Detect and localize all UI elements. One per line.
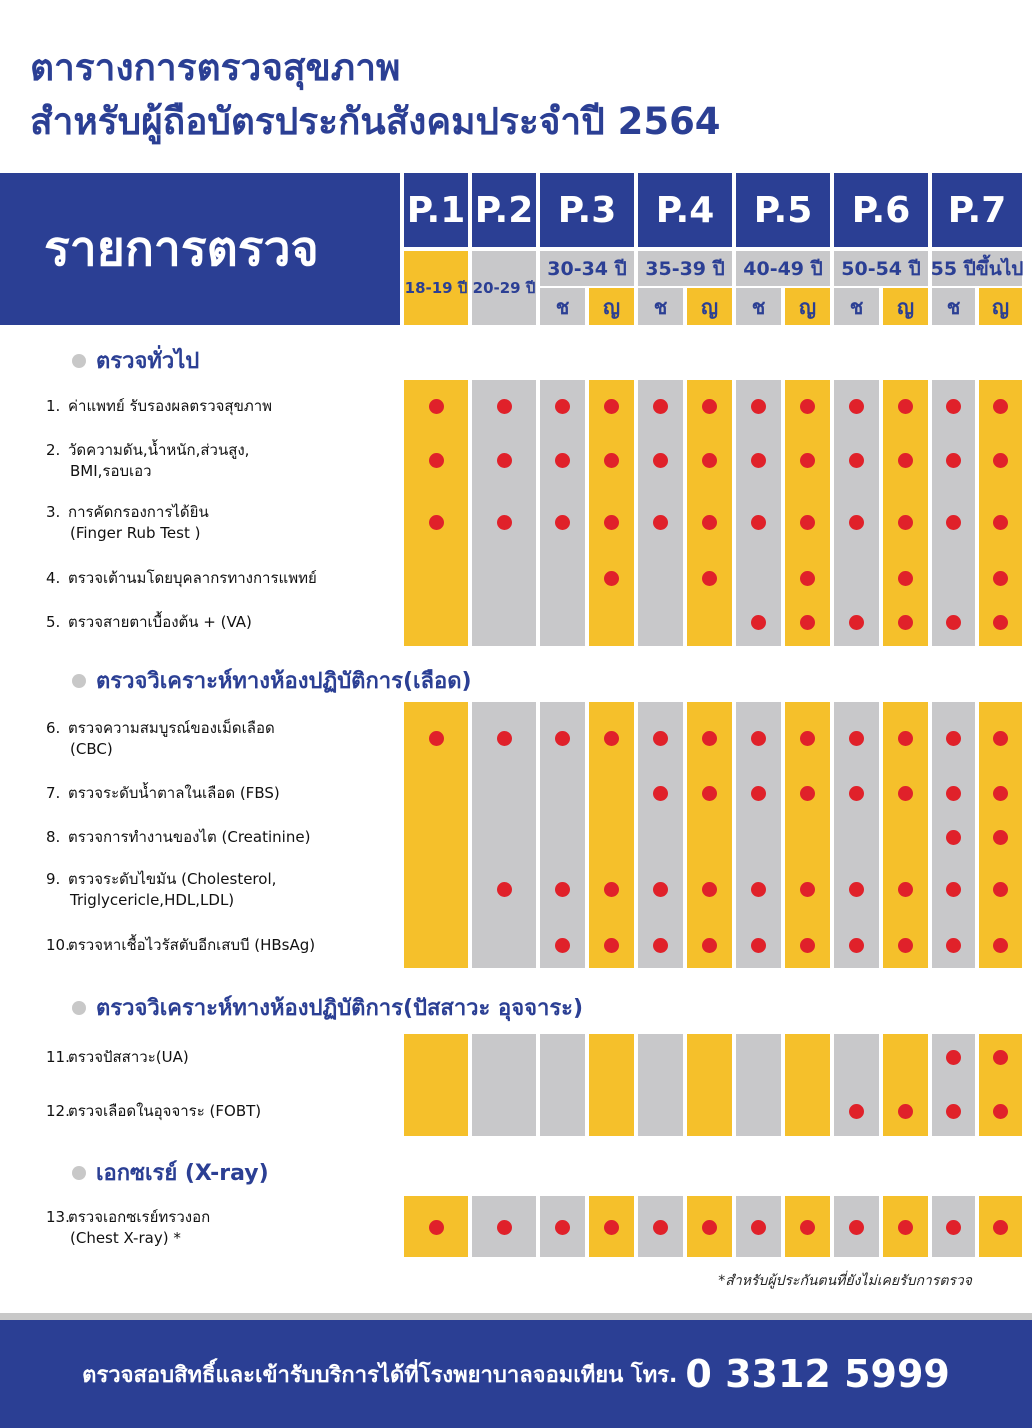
included-dot bbox=[993, 938, 1008, 953]
included-dot bbox=[497, 882, 512, 897]
included-dot bbox=[702, 515, 717, 530]
program-age: 50-54 ปี bbox=[834, 251, 928, 286]
included-dot bbox=[702, 731, 717, 746]
included-dot bbox=[702, 882, 717, 897]
item-text: Triglycericle,HDL,LDL) bbox=[70, 891, 235, 909]
included-dot bbox=[653, 453, 668, 468]
section-title-text: เอกซเรย์ (X-ray) bbox=[96, 1161, 269, 1186]
table-column-cell bbox=[979, 380, 1022, 646]
included-dot bbox=[946, 830, 961, 845]
table-column-cell bbox=[638, 1034, 683, 1136]
included-dot bbox=[946, 786, 961, 801]
included-dot bbox=[946, 515, 961, 530]
included-dot bbox=[604, 882, 619, 897]
included-dot bbox=[555, 731, 570, 746]
included-dot bbox=[946, 882, 961, 897]
item-text: ตรวจหาเชื้อไวรัสตับอีกเสบบี (HBsAg) bbox=[68, 936, 316, 954]
checkup-item bbox=[46, 612, 252, 633]
table-column-cell bbox=[736, 1034, 781, 1136]
included-dot bbox=[898, 571, 913, 586]
included-dot bbox=[555, 399, 570, 414]
item-number: 9. bbox=[46, 870, 61, 888]
included-dot bbox=[653, 731, 668, 746]
table-column-cell bbox=[932, 380, 975, 646]
included-dot bbox=[898, 515, 913, 530]
included-dot bbox=[751, 453, 766, 468]
included-dot bbox=[849, 399, 864, 414]
item-number: 1. bbox=[46, 397, 61, 415]
table-column-cell bbox=[687, 380, 732, 646]
female-label: ญ bbox=[589, 288, 634, 325]
program-age: 35-39 ปี bbox=[638, 251, 732, 286]
included-dot bbox=[898, 786, 913, 801]
included-dot bbox=[555, 882, 570, 897]
table-column-cell bbox=[472, 380, 536, 646]
section-title-text: ตรวจทั่วไป bbox=[96, 349, 200, 374]
male-label: ช bbox=[932, 288, 975, 325]
included-dot bbox=[653, 882, 668, 897]
table-column-cell bbox=[589, 380, 634, 646]
checkup-item bbox=[46, 935, 315, 956]
item-text: (CBC) bbox=[70, 740, 113, 758]
table-column-cell bbox=[883, 380, 928, 646]
checkup-item bbox=[46, 783, 280, 804]
included-dot bbox=[429, 399, 444, 414]
included-dot bbox=[898, 399, 913, 414]
program-code: P.3 bbox=[540, 173, 634, 247]
table-column-cell bbox=[638, 380, 683, 646]
included-dot bbox=[800, 515, 815, 530]
included-dot bbox=[497, 1220, 512, 1235]
included-dot bbox=[604, 938, 619, 953]
bullet-icon bbox=[72, 354, 86, 368]
item-number: 4. bbox=[46, 569, 61, 587]
included-dot bbox=[555, 1220, 570, 1235]
checkup-item bbox=[46, 1101, 261, 1122]
included-dot bbox=[946, 1050, 961, 1065]
included-dot bbox=[497, 399, 512, 414]
included-dot bbox=[800, 938, 815, 953]
item-text: ตรวจสายตาเบื้องต้น + (VA) bbox=[68, 613, 252, 631]
included-dot bbox=[604, 731, 619, 746]
item-text: ตรวจระดับน้ำตาลในเลือด (FBS) bbox=[68, 784, 280, 802]
included-dot bbox=[751, 515, 766, 530]
included-dot bbox=[702, 786, 717, 801]
female-label: ญ bbox=[785, 288, 830, 325]
included-dot bbox=[898, 1220, 913, 1235]
table-column-cell bbox=[540, 1034, 585, 1136]
included-dot bbox=[849, 1220, 864, 1235]
included-dot bbox=[800, 399, 815, 414]
female-label: ญ bbox=[687, 288, 732, 325]
included-dot bbox=[751, 615, 766, 630]
included-dot bbox=[849, 882, 864, 897]
female-label: ญ bbox=[883, 288, 928, 325]
item-number: 10. bbox=[46, 936, 70, 954]
program-age: 55 ปีขึ้นไป bbox=[932, 251, 1022, 286]
included-dot bbox=[800, 786, 815, 801]
item-text: การคัดกรองการได้ยิน bbox=[68, 503, 209, 521]
included-dot bbox=[849, 515, 864, 530]
item-text: ตรวจปัสสาวะ(UA) bbox=[68, 1048, 189, 1066]
included-dot bbox=[993, 571, 1008, 586]
table-column-cell bbox=[785, 1034, 830, 1136]
section-title bbox=[72, 1155, 269, 1190]
program-code: P.1 bbox=[404, 173, 468, 247]
included-dot bbox=[702, 571, 717, 586]
included-dot bbox=[898, 938, 913, 953]
included-dot bbox=[497, 453, 512, 468]
table-column-cell bbox=[883, 1034, 928, 1136]
footer-phone: 0 3312 5999 bbox=[685, 1352, 950, 1396]
included-dot bbox=[800, 882, 815, 897]
section-title bbox=[72, 663, 472, 698]
included-dot bbox=[751, 882, 766, 897]
included-dot bbox=[653, 515, 668, 530]
program-code: P.5 bbox=[736, 173, 830, 247]
section-title-text: ตรวจวิเคราะห์ทางห้องปฏิบัติการ(เลือด) bbox=[96, 669, 472, 694]
included-dot bbox=[946, 938, 961, 953]
included-dot bbox=[751, 938, 766, 953]
checkup-item bbox=[46, 440, 249, 482]
included-dot bbox=[993, 453, 1008, 468]
included-dot bbox=[555, 938, 570, 953]
included-dot bbox=[800, 453, 815, 468]
checkup-item bbox=[46, 827, 310, 848]
included-dot bbox=[604, 399, 619, 414]
included-dot bbox=[993, 786, 1008, 801]
item-number: 11. bbox=[46, 1048, 70, 1066]
item-number: 12. bbox=[46, 1102, 70, 1120]
included-dot bbox=[800, 615, 815, 630]
item-number: 7. bbox=[46, 784, 61, 802]
included-dot bbox=[849, 938, 864, 953]
included-dot bbox=[898, 453, 913, 468]
included-dot bbox=[993, 882, 1008, 897]
item-number: 8. bbox=[46, 828, 61, 846]
bullet-icon bbox=[72, 674, 86, 688]
included-dot bbox=[429, 1220, 444, 1235]
included-dot bbox=[946, 1104, 961, 1119]
included-dot bbox=[898, 882, 913, 897]
table-column-cell bbox=[687, 1034, 732, 1136]
item-number: 2. bbox=[46, 441, 61, 459]
item-text: (Chest X-ray) * bbox=[70, 1229, 181, 1247]
included-dot bbox=[993, 1050, 1008, 1065]
included-dot bbox=[751, 399, 766, 414]
checkup-item bbox=[46, 1047, 189, 1068]
included-dot bbox=[653, 786, 668, 801]
included-dot bbox=[849, 615, 864, 630]
included-dot bbox=[604, 453, 619, 468]
program-age: 18-19 ปี bbox=[404, 251, 468, 325]
male-label: ช bbox=[834, 288, 879, 325]
item-text: ตรวจเอกซเรย์ทรวงอก bbox=[68, 1208, 211, 1226]
item-text: BMI,รอบเอว bbox=[70, 462, 152, 480]
table-header-label: รายการตรวจ bbox=[0, 173, 400, 325]
female-label: ญ bbox=[979, 288, 1022, 325]
included-dot bbox=[849, 731, 864, 746]
included-dot bbox=[702, 938, 717, 953]
item-text: ตรวจเต้านมโดยบุคลากรทางการแพทย์ bbox=[68, 569, 317, 587]
program-age: 40-49 ปี bbox=[736, 251, 830, 286]
included-dot bbox=[993, 399, 1008, 414]
included-dot bbox=[497, 515, 512, 530]
table-column-cell bbox=[785, 380, 830, 646]
footer-text: ตรวจสอบสิทธิ์และเข้ารับบริการได้ที่โรงพยาบาลจอมเทียน โทร. bbox=[82, 1362, 678, 1388]
included-dot bbox=[751, 786, 766, 801]
included-dot bbox=[751, 1220, 766, 1235]
table-column-cell bbox=[834, 380, 879, 646]
checkup-item bbox=[46, 502, 209, 544]
included-dot bbox=[800, 731, 815, 746]
footnote: *สำหรับผู้ประกันตนที่ยังไม่เคยรับการตรวจ bbox=[718, 1273, 972, 1289]
bullet-icon bbox=[72, 1001, 86, 1015]
included-dot bbox=[993, 615, 1008, 630]
item-number: 5. bbox=[46, 613, 61, 631]
male-label: ช bbox=[540, 288, 585, 325]
section-title bbox=[72, 343, 199, 378]
included-dot bbox=[849, 453, 864, 468]
male-label: ช bbox=[638, 288, 683, 325]
included-dot bbox=[751, 731, 766, 746]
included-dot bbox=[993, 1220, 1008, 1235]
included-dot bbox=[993, 830, 1008, 845]
included-dot bbox=[946, 1220, 961, 1235]
page-subtitle: สำหรับผู้ถือบัตรประกันสังคมประจำปี 2564 bbox=[30, 100, 721, 143]
included-dot bbox=[653, 1220, 668, 1235]
included-dot bbox=[849, 786, 864, 801]
checkup-item bbox=[46, 396, 272, 417]
table-column-cell bbox=[540, 380, 585, 646]
included-dot bbox=[993, 515, 1008, 530]
table-column-cell bbox=[834, 1034, 879, 1136]
program-code: P.7 bbox=[932, 173, 1022, 247]
table-column-cell bbox=[404, 1034, 468, 1136]
footer-banner bbox=[0, 1320, 1032, 1428]
male-label: ช bbox=[736, 288, 781, 325]
included-dot bbox=[946, 731, 961, 746]
included-dot bbox=[800, 571, 815, 586]
item-text: ค่าแพทย์ รับรองผลตรวจสุขภาพ bbox=[68, 397, 273, 415]
included-dot bbox=[653, 399, 668, 414]
included-dot bbox=[898, 615, 913, 630]
included-dot bbox=[604, 571, 619, 586]
included-dot bbox=[429, 515, 444, 530]
section-title-text: ตรวจวิเคราะห์ทางห้องปฏิบัติการ(ปัสสาวะ อุจจาระ) bbox=[96, 996, 584, 1021]
checkup-item bbox=[46, 1207, 210, 1249]
checkup-item bbox=[46, 718, 275, 760]
program-code: P.4 bbox=[638, 173, 732, 247]
item-text: ตรวจเลือดในอุจจาระ (FOBT) bbox=[68, 1102, 262, 1120]
program-code: P.2 bbox=[472, 173, 536, 247]
program-age: 20-29 ปี bbox=[472, 251, 536, 325]
included-dot bbox=[653, 938, 668, 953]
item-text: ตรวจระดับไขมัน (Cholesterol, bbox=[68, 870, 277, 888]
included-dot bbox=[555, 515, 570, 530]
divider bbox=[0, 1313, 1032, 1320]
item-text: วัดความดัน,น้ำหนัก,ส่วนสูง, bbox=[68, 441, 250, 459]
included-dot bbox=[429, 731, 444, 746]
checkup-item bbox=[46, 568, 317, 589]
item-number: 13. bbox=[46, 1208, 70, 1226]
included-dot bbox=[702, 399, 717, 414]
included-dot bbox=[993, 1104, 1008, 1119]
included-dot bbox=[800, 1220, 815, 1235]
table-column-cell bbox=[472, 1034, 536, 1136]
included-dot bbox=[497, 731, 512, 746]
included-dot bbox=[702, 453, 717, 468]
included-dot bbox=[604, 515, 619, 530]
included-dot bbox=[946, 615, 961, 630]
item-text: ตรวจความสมบูรณ์ของเม็ดเลือด bbox=[68, 719, 275, 737]
section-title bbox=[72, 990, 583, 1025]
included-dot bbox=[429, 453, 444, 468]
program-age: 30-34 ปี bbox=[540, 251, 634, 286]
included-dot bbox=[702, 1220, 717, 1235]
included-dot bbox=[946, 453, 961, 468]
included-dot bbox=[898, 1104, 913, 1119]
item-number: 3. bbox=[46, 503, 61, 521]
table-column-cell bbox=[404, 380, 468, 646]
included-dot bbox=[849, 1104, 864, 1119]
item-text: ตรวจการทำงานของไต (Creatinine) bbox=[68, 828, 311, 846]
table-column-cell bbox=[736, 380, 781, 646]
page-title: ตารางการตรวจสุขภาพ bbox=[30, 46, 401, 89]
table-column-cell bbox=[589, 1034, 634, 1136]
checkup-item bbox=[46, 869, 276, 911]
item-text: (Finger Rub Test ) bbox=[70, 524, 201, 542]
included-dot bbox=[946, 399, 961, 414]
included-dot bbox=[604, 1220, 619, 1235]
included-dot bbox=[993, 731, 1008, 746]
included-dot bbox=[555, 453, 570, 468]
bullet-icon bbox=[72, 1166, 86, 1180]
program-code: P.6 bbox=[834, 173, 928, 247]
included-dot bbox=[898, 731, 913, 746]
item-number: 6. bbox=[46, 719, 61, 737]
